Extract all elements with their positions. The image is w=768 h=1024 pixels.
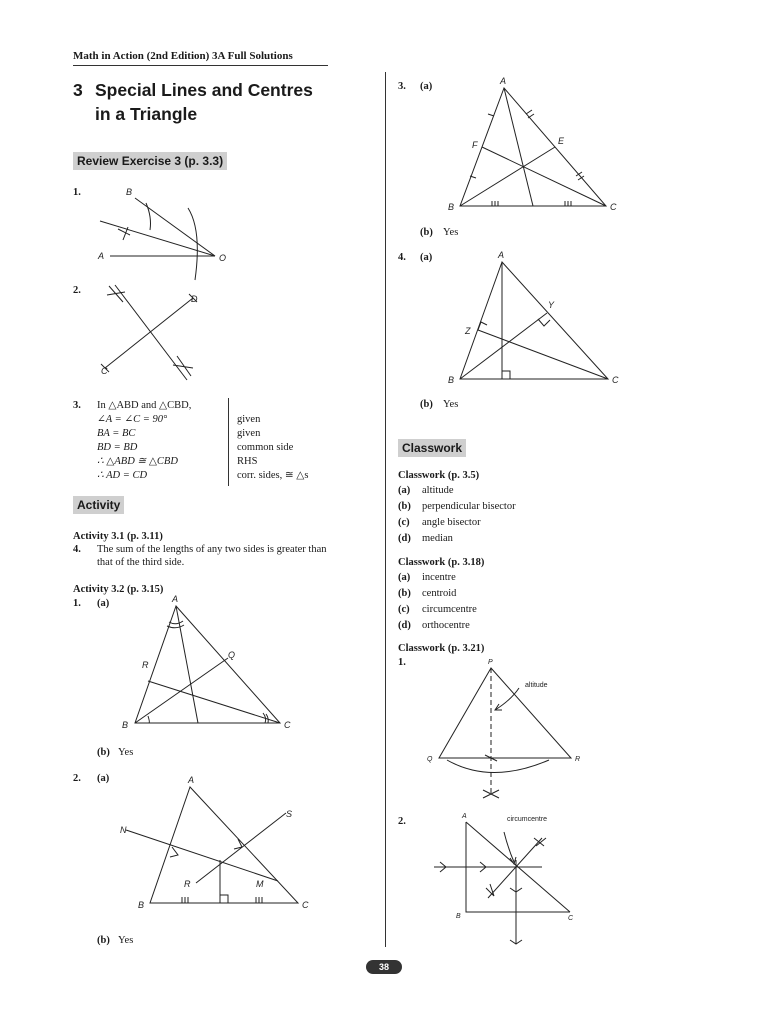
chapter-title — [73, 78, 313, 126]
review-r4-number: 4. — [398, 252, 406, 263]
activity-32-q1-number: 1. — [73, 598, 81, 609]
proof-reason-1: given — [237, 414, 261, 425]
review-q1-number: 1. — [73, 187, 81, 198]
activity-31-line2: that of the third side. — [97, 557, 185, 568]
label-A: A — [172, 594, 179, 604]
c35-text-d: median — [422, 533, 453, 544]
label-circumcentre: circumcentre — [507, 816, 548, 823]
c318-text-c: circumcentre — [422, 604, 477, 615]
label-A: A — [98, 251, 105, 261]
label-R: R — [184, 879, 191, 889]
label-C: C — [101, 366, 108, 376]
page-number: 38 — [366, 960, 402, 974]
classwork-321-title: Classwork (p. 3.21) — [398, 643, 485, 654]
activity-heading: Activity — [73, 496, 124, 514]
label-N: N — [120, 825, 127, 835]
label-B: B — [456, 913, 461, 920]
c318-label-a: (a) — [398, 572, 411, 583]
review-r3-part-a: (a) — [420, 81, 433, 92]
label-A: A — [500, 76, 507, 86]
altitude-construction-figure — [425, 660, 585, 805]
activity-32-title: Activity 3.2 (p. 3.15) — [73, 584, 164, 595]
classwork-35-title: Classwork (p. 3.5) — [398, 470, 480, 481]
chapter-number: 3 — [73, 80, 83, 100]
proof-reason-3: common side — [237, 442, 294, 453]
activity-32-q1-part-b: (b) — [97, 747, 110, 758]
label-M: M — [256, 879, 264, 889]
label-altitude: altitude — [525, 682, 548, 689]
activity-31-line1: The sum of the lengths of any two sides is greater than — [97, 544, 327, 555]
orthocentre-triangle-figure — [448, 250, 628, 385]
label-A: A — [188, 775, 195, 785]
proof-stmt-3: BD = BD — [97, 442, 138, 453]
review-q3-number: 3. — [73, 400, 81, 411]
proof-stmt-2: BA = BC — [97, 428, 136, 439]
proof-reason-5: corr. sides, ≅ △s — [237, 470, 309, 481]
c318-text-b: centroid — [422, 588, 457, 599]
label-D: D — [191, 294, 198, 304]
label-B: B — [448, 202, 455, 212]
label-B: B — [448, 375, 455, 385]
review-r4-part-a: (a) — [420, 252, 433, 263]
label-E: E — [558, 136, 565, 146]
classwork-318-title: Classwork (p. 3.18) — [398, 557, 485, 568]
c35-text-c: angle bisector — [422, 517, 481, 528]
activity-32-q1-answer: Yes — [118, 747, 134, 758]
c318-text-a: incentre — [422, 572, 456, 583]
label-O: O — [219, 253, 227, 263]
label-C: C — [302, 900, 309, 910]
activity-32-q1-part-a: (a) — [97, 598, 110, 609]
c318-label-c: (c) — [398, 604, 410, 615]
label-A: A — [462, 813, 467, 820]
c35-label-b: (b) — [398, 501, 411, 512]
label-R: R — [575, 756, 581, 763]
label-F: F — [472, 140, 478, 150]
c35-text-b: perpendicular bisector — [422, 501, 516, 512]
activity-32-q2-part-b: (b) — [97, 935, 110, 946]
activity-32-q2-answer: Yes — [118, 935, 134, 946]
label-C: C — [284, 720, 291, 730]
review-r4-part-b: (b) — [420, 399, 433, 410]
incentre-triangle-figure — [120, 596, 300, 731]
label-Q: Q — [228, 650, 236, 660]
activity-32-q2-number: 2. — [73, 773, 81, 784]
c318-text-d: orthocentre — [422, 620, 470, 631]
label-C: C — [612, 375, 619, 385]
c35-label-c: (c) — [398, 517, 410, 528]
proof-reason-2: given — [237, 428, 261, 439]
header-rule — [73, 65, 328, 66]
label-C: C — [610, 202, 617, 212]
perpendicular-bisector-construction-figure — [95, 280, 215, 385]
c35-label-a: (a) — [398, 485, 411, 496]
label-Q: Q — [427, 756, 433, 763]
activity-32-q2-part-a: (a) — [97, 773, 110, 784]
proof-intro: In △ABD and △CBD, — [97, 400, 192, 411]
review-r3-part-b: (b) — [420, 227, 433, 238]
circumcentre-construction-figure — [430, 812, 580, 947]
proof-stmt-1: ∠A = ∠C = 90° — [97, 414, 168, 425]
proof-stmt-5: ∴ AD = CD — [97, 470, 148, 481]
label-A: A — [498, 250, 505, 260]
classwork-35 — [398, 469, 516, 547]
review-q2-number: 2. — [73, 285, 81, 296]
c318-label-d: (d) — [398, 620, 411, 631]
classwork-321-q2-number: 2. — [398, 816, 406, 827]
activity-31-title: Activity 3.1 (p. 3.11) — [73, 531, 163, 542]
review-r3-number: 3. — [398, 81, 406, 92]
proof-reason-4: RHS — [237, 456, 258, 467]
c318-label-b: (b) — [398, 588, 411, 599]
label-B: B — [122, 720, 129, 730]
label-Z: Z — [465, 326, 471, 336]
circumcentre-triangle-figure — [118, 775, 308, 910]
activity-31-number: 4. — [73, 544, 81, 555]
classwork-321-q1-number: 1. — [398, 657, 406, 668]
classwork-heading: Classwork — [398, 439, 466, 457]
label-B: B — [138, 900, 145, 910]
c35-label-d: (d) — [398, 533, 411, 544]
centroid-triangle-figure — [448, 76, 628, 215]
proof-stmt-4: ∴ △ABD ≅ △CBD — [97, 456, 178, 467]
c35-text-a: altitude — [422, 485, 454, 496]
column-divider — [385, 72, 386, 947]
label-R: R — [142, 660, 149, 670]
label-C: C — [568, 915, 574, 922]
label-B: B — [126, 187, 133, 197]
angle-bisector-construction-figure — [90, 185, 230, 275]
label-P: P — [488, 659, 493, 666]
chapter-title-line1: Special Lines and Centres — [95, 80, 313, 100]
label-Y: Y — [548, 300, 555, 310]
running-header: Math in Action (2nd Edition) 3A Full Solutions — [73, 50, 293, 62]
chapter-title-line2: in a Triangle — [95, 104, 198, 124]
review-r3-answer: Yes — [443, 227, 459, 238]
proof-table — [97, 413, 308, 483]
classwork-318 — [398, 556, 484, 634]
label-S: S — [286, 809, 293, 819]
review-exercise-heading: Review Exercise 3 (p. 3.3) — [73, 152, 227, 170]
review-r4-answer: Yes — [443, 399, 459, 410]
